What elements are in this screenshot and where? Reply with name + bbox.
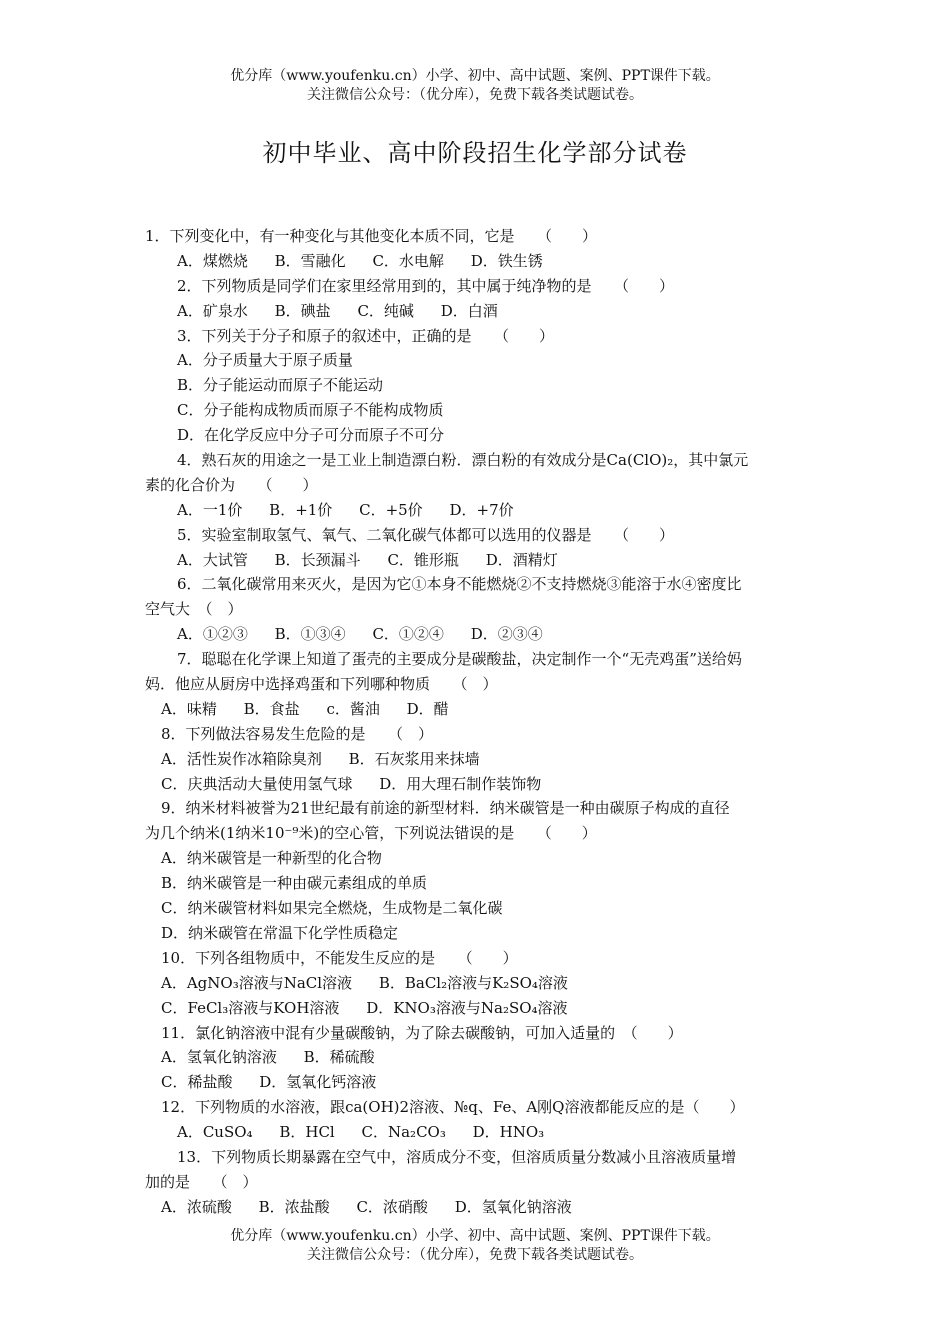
q1-options (145, 249, 813, 274)
q12-stem: 12．下列物质的水溶液，跟ca(OH)2溶液、№q、Fe、A刚Q溶液都能反应的是（ ） (161, 1098, 745, 1117)
question-list (145, 224, 813, 1220)
q6-options (145, 622, 813, 647)
q4-option-c: C．+5价 (359, 500, 423, 519)
q2-option-a: A．矿泉水 (177, 301, 248, 320)
q4-stem-cont: 素的化合价为 （ ） (145, 475, 318, 494)
q8-options-row-1 (145, 747, 813, 772)
footer-line-1: 优分库（www.youfenku.cn）小学、初中、高中试题、案例、PPT课件下载。 (230, 1228, 720, 1244)
q6-stem-cont: 空气大 （ ） (145, 600, 243, 619)
q5-option-c: C．锥形瓶 (387, 550, 459, 569)
q10-option-a: A．AgNO₃溶液与NaCl溶液 (161, 973, 353, 992)
q8-option-d: D．用大理石制作装饰物 (379, 774, 542, 793)
q10-option-b: B．BaCl₂溶液与K₂SO₄溶液 (378, 973, 568, 992)
q5-option-a: A．大试管 (177, 550, 248, 569)
header-line-2: 关注微信公众号：（优分库），免费下载各类试题试卷。 (307, 87, 643, 103)
q7-option-c: c．酱油 (326, 699, 380, 718)
q1-option-b: B．雪融化 (274, 251, 346, 270)
q9-stem: 9．纳米材料被誉为21世纪最有前途的新型材料．纳米碳管是一种由碳原子构成的直径 (161, 799, 730, 818)
q4-options (145, 498, 813, 523)
q13-options (145, 1195, 813, 1220)
q6-stem: 6．二氧化碳常用来灭火，是因为它①本身不能燃烧②不支持燃烧③能溶于水④密度比 (177, 575, 742, 594)
page-footer (0, 1227, 950, 1265)
q7-stem-cont: 妈．他应从厨房中选择鸡蛋和下列哪种物质 （ ） (145, 675, 498, 694)
q8-option-a: A．活性炭作冰箱除臭剂 (161, 749, 322, 768)
q11-stem: 11．氯化钠溶液中混有少量碳酸钠，为了除去碳酸钠，可加入适量的 （ ） (161, 1023, 683, 1042)
q10-options-row-2 (145, 996, 813, 1021)
q10-option-d: D．KNO₃溶液与Na₂SO₄溶液 (366, 998, 568, 1017)
q2-option-b: B．碘盐 (274, 301, 331, 320)
q9-option-d: D．纳米碳管在常温下化学性质稳定 (161, 923, 399, 942)
q6-option-c: C．①②④ (372, 625, 444, 644)
q6-option-b: B．①③④ (274, 625, 346, 644)
q8-stem: 8．下列做法容易发生危险的是 （ ） (161, 724, 434, 743)
q1-option-d: D．铁生锈 (470, 251, 543, 270)
q7-option-d: D．醋 (406, 699, 449, 718)
q8-option-c: C．庆典活动大量使用氢气球 (161, 774, 353, 793)
q5-option-b: B．长颈漏斗 (274, 550, 361, 569)
q4-stem: 4．熟石灰的用途之一是工业上制造漂白粉．漂白粉的有效成分是Ca(ClO)₂，其中氯元 (177, 451, 749, 470)
q1-option-a: A．煤燃烧 (177, 251, 248, 270)
q5-option-d: D．酒精灯 (485, 550, 558, 569)
q13-option-c: C．浓硝酸 (356, 1197, 428, 1216)
header-line-1: 优分库（www.youfenku.cn）小学、初中、高中试题、案例、PPT课件下载。 (230, 68, 720, 84)
q2-stem: 2．下列物质是同学们在家里经常用到的，其中属于纯净物的是 （ ） (177, 276, 675, 295)
q12-option-b: B．HCl (279, 1123, 335, 1142)
q2-options (145, 299, 813, 324)
q13-option-d: D．氢氧化钠溶液 (454, 1197, 572, 1216)
q11-options-row-2 (145, 1070, 813, 1095)
footer-line-2: 关注微信公众号：（优分库），免费下载各类试题试卷。 (307, 1247, 643, 1263)
q2-option-d: D．白酒 (440, 301, 498, 320)
q13-stem: 13．下列物质长期暴露在空气中，溶质成分不变，但溶质质量分数减小且溶液质量增 (177, 1147, 737, 1166)
q12-option-d: D．HNO₃ (472, 1123, 545, 1142)
q4-option-b: B．+1价 (269, 500, 333, 519)
q9-stem-cont: 为几个纳米(1纳米10⁻⁹米)的空心管，下列说法错误的是 （ ） (145, 824, 597, 843)
q4-option-a: A．一1价 (177, 500, 243, 519)
q3-option-b: B．分子能运动而原子不能运动 (177, 376, 384, 395)
q11-option-b: B．稀硫酸 (303, 1048, 375, 1067)
q7-stem: 7．聪聪在化学课上知道了蛋壳的主要成分是碳酸盐，决定制作一个“无壳鸡蛋”送给妈 (177, 650, 742, 669)
q11-option-d: D．氢氧化钙溶液 (259, 1073, 377, 1092)
q3-option-c: C．分子能构成物质而原子不能构成物质 (177, 401, 444, 420)
q8-options-row-2 (145, 772, 813, 797)
q8-option-b: B．石灰浆用来抹墙 (348, 749, 480, 768)
page-title: 初中毕业、高中阶段招生化学部分试卷 (262, 139, 688, 167)
q6-option-d: D．②③④ (470, 625, 543, 644)
q7-option-b: B．食盐 (243, 699, 300, 718)
q1-option-c: C．水电解 (372, 251, 444, 270)
page-header (0, 67, 950, 105)
q11-option-a: A．氢氧化钠溶液 (161, 1048, 277, 1067)
q11-options-row-1 (145, 1045, 813, 1070)
q2-option-c: C．纯碱 (357, 301, 414, 320)
q10-options-row-1 (145, 971, 813, 996)
q3-option-d: D．在化学反应中分子可分而原子不可分 (177, 426, 445, 445)
q7-options (145, 697, 813, 722)
q3-stem: 3．下列关于分子和原子的叙述中，正确的是 （ ） (177, 326, 555, 345)
q11-option-c: C．稀盐酸 (161, 1073, 233, 1092)
q10-stem: 10．下列各组物质中，不能发生反应的是 （ ） (161, 948, 518, 967)
q10-option-c: C．FeCl₃溶液与KOH溶液 (161, 998, 340, 1017)
q4-option-d: D．+7价 (449, 500, 514, 519)
q13-stem-cont: 加的是 （ ） (145, 1172, 258, 1191)
q13-option-b: B．浓盐酸 (258, 1197, 330, 1216)
q9-option-c: C．纳米碳管材料如果完全燃烧，生成物是二氧化碳 (161, 899, 503, 918)
q5-options (145, 548, 813, 573)
q5-stem: 5．实验室制取氢气、氧气、二氧化碳气体都可以选用的仪器是 （ ） (177, 525, 675, 544)
q12-option-c: C．Na₂CO₃ (361, 1123, 446, 1142)
q6-option-a: A．①②③ (177, 625, 248, 644)
q13-option-a: A．浓硫酸 (161, 1197, 232, 1216)
q1-stem: 1．下列变化中，有一种变化与其他变化本质不同，它是 （ ） (145, 227, 598, 245)
q7-option-a: A．味精 (161, 699, 217, 718)
q9-option-b: B．纳米碳管是一种由碳元素组成的单质 (161, 874, 428, 893)
q12-option-a: A．CuSO₄ (177, 1123, 253, 1142)
q9-option-a: A．纳米碳管是一种新型的化合物 (161, 849, 382, 868)
q12-options (145, 1120, 813, 1145)
q3-option-a: A．分子质量大于原子质量 (177, 351, 353, 370)
